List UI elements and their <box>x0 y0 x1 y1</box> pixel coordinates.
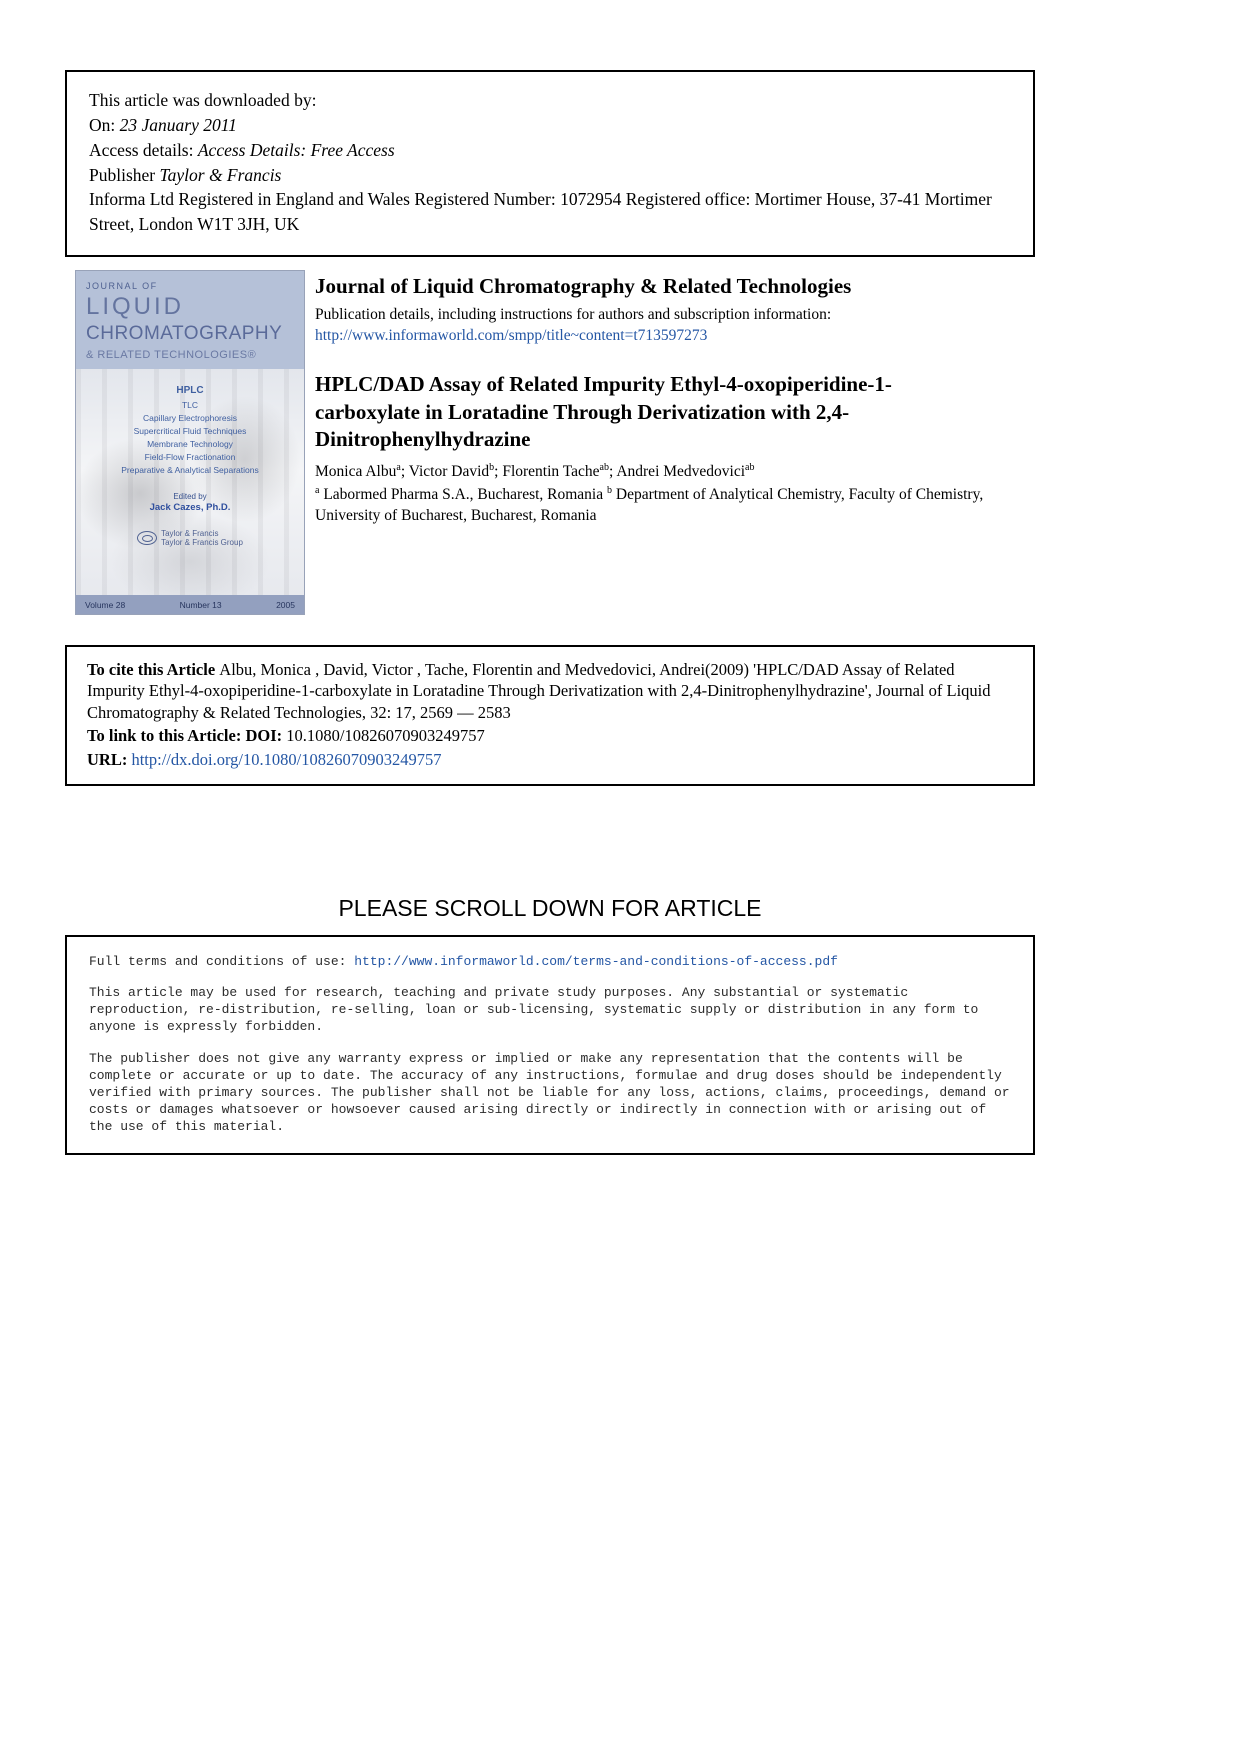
publication-details: Publication details, including instructions for authors and subscription information: <box>315 306 832 324</box>
publication-link-line <box>315 327 1037 345</box>
author-separator: ; <box>494 463 503 481</box>
cover-journal-of: JOURNAL OF <box>86 281 158 291</box>
publisher-line <box>89 163 1011 188</box>
taylor-francis-logo-icon <box>137 531 157 545</box>
journal-cover-image <box>75 270 305 615</box>
citation-box <box>65 645 1035 786</box>
cite-text: Albu, Monica , David, Victor , Tache, Florentin and Medvedovici, Andrei(2009) 'HPLC/DAD Assay of Related Impurity Ethyl-4-oxopiperidine-1-carboxylate in Loratadine Through Derivatization with 2,4-Dinitrophenylhydrazine', Journal of Liquid Chromatography & Related Technologies, 32: 17, 2569 — 2583 <box>87 660 991 722</box>
doi-url-link[interactable]: http://dx.doi.org/10.1080/10826070903249757 <box>131 749 442 769</box>
download-info-box <box>65 70 1035 257</box>
article-title: HPLC/DAD Assay of Related Impurity Ethyl-4-oxopiperidine-1-carboxylate in Loratadine Through Derivatization with 2,4-Dinitrophenylhydrazine <box>315 372 892 451</box>
publisher-label: Publisher <box>89 164 160 185</box>
terms-paragraph-usage: This article may be used for research, teaching and private study purposes. Any substantial or systematic reproduction, re-distribution, re-selling, loan or sub-licensing, systematic supply or distribution in any form to anyone is expressly forbidden. <box>89 985 979 1035</box>
affil-text-a: Labormed Pharma S.A., Bucharest, Romania <box>319 486 607 504</box>
url-label: URL: <box>87 749 132 769</box>
access-label: Access details: <box>89 139 198 160</box>
cover-topic: Membrane Technology <box>147 439 233 450</box>
cover-number: Number 13 <box>179 599 222 610</box>
cover-topic: HPLC <box>176 385 204 396</box>
author-affil-mark: ab <box>599 462 609 474</box>
authors-line <box>315 462 1037 481</box>
author-affil-mark: a <box>396 462 401 474</box>
journal-title: Journal of Liquid Chromatography & Related Technologies <box>315 274 852 298</box>
cover-topic: Preparative & Analytical Separations <box>121 465 259 476</box>
author-affil-mark: ab <box>745 462 755 474</box>
affil-text-b: Department of Analytical Chemistry, Faculty of Chemistry, University of Bucharest, Bucharest, Romania <box>315 486 984 525</box>
cover-topic: Capillary Electrophoresis <box>142 412 237 423</box>
cover-volume: Volume 28 <box>85 599 126 610</box>
cite-line <box>87 659 1013 723</box>
doi-label: To link to this Article: DOI: <box>87 726 287 746</box>
cover-chromatography: CHROMATOGRAPHY <box>86 323 283 344</box>
journal-info <box>315 274 1037 527</box>
cover-topic: TLC <box>181 399 199 410</box>
terms-pdf-link[interactable]: http://www.informaworld.com/terms-and-conditions-of-access.pdf <box>354 954 838 969</box>
access-details-line <box>89 138 1011 163</box>
cover-liquid: LIQUID <box>86 293 185 320</box>
cover-edited-by: Edited by <box>173 491 207 501</box>
cover-year: 2005 <box>276 599 295 610</box>
cover-masthead <box>76 271 304 369</box>
taylor-francis-logo-text <box>161 529 243 547</box>
taylor-francis-logo <box>76 529 304 547</box>
author-name: Andrei Medvedovici <box>616 463 746 481</box>
scroll-down-notice: PLEASE SCROLL DOWN FOR ARTICLE <box>338 895 762 921</box>
cite-label: To cite this Article <box>87 660 220 679</box>
on-label: On: <box>89 114 120 135</box>
doi-line <box>87 725 1013 746</box>
cover-related-technologies: & RELATED TECHNOLOGIES® <box>86 349 257 361</box>
url-line <box>87 749 1013 770</box>
affil-mark-b: b <box>607 485 612 497</box>
journal-homepage-link[interactable]: http://www.informaworld.com/smpp/title~content=t713597273 <box>315 327 708 345</box>
informa-registration-line: Informa Ltd Registered in England and Wales Registered Number: 1072954 Registered office: Mortimer House, 37-41 Mortimer Street, London W1T 3JH, UK <box>89 189 992 235</box>
downloaded-by-line: This article was downloaded by: <box>89 90 317 110</box>
on-value: 23 January 2011 <box>119 114 237 135</box>
publisher-value: Taylor & Francis <box>159 164 282 185</box>
author-separator: ; <box>400 463 409 481</box>
cover-topic: Field-Flow Fractionation <box>144 452 236 463</box>
taylor-francis-name: Taylor & Francis <box>161 528 219 538</box>
terms-box <box>65 935 1035 1155</box>
author-name: Monica Albu <box>315 463 397 481</box>
terms-link-line <box>89 953 1011 970</box>
author-name: Florentin Tache <box>502 463 600 481</box>
cover-issue-bar <box>76 595 304 614</box>
taylor-francis-group: Taylor & Francis Group <box>161 537 243 547</box>
download-date-line <box>89 113 1011 138</box>
cover-topic: Supercritical Fluid Techniques <box>133 425 247 436</box>
doi-value: 10.1080/10826070903249757 <box>286 726 485 746</box>
terms-link-label: Full terms and conditions of use: <box>89 954 355 969</box>
affiliations-line <box>315 484 1015 527</box>
access-value: Access Details: Free Access <box>197 139 395 160</box>
cover-editor-name: Jack Cazes, Ph.D. <box>149 501 231 513</box>
author-affil-mark: b <box>489 462 495 474</box>
author-name: Victor David <box>408 463 490 481</box>
cover-artwork <box>76 369 304 595</box>
author-separator: ; <box>609 463 617 481</box>
terms-paragraph-warranty: The publisher does not give any warranty express or implied or make any representation that the contents will be complete or accurate or up to date. The accuracy of any instructions, formulae and drug doses should be independently verified with primary sources. The publisher shall not be liable for any loss, actions, claims, proceedings, demand or costs or damages whatsoever or howsoever caused arising directly or indirectly in connection with or arising out of the use of this material. <box>89 1050 1010 1135</box>
affil-mark-a: a <box>315 485 320 497</box>
